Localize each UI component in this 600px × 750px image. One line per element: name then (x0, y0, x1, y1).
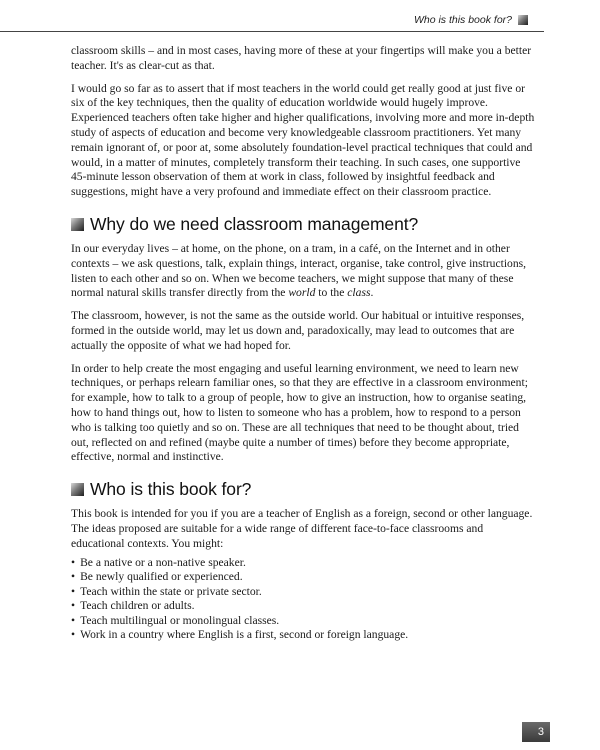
square-bullet-icon (71, 218, 84, 231)
square-bullet-icon (71, 483, 84, 496)
running-title: Who is this book for? (413, 14, 512, 26)
running-head (414, 14, 528, 26)
list-item: • Teach within the state or private sector. (71, 585, 535, 600)
text-run: to the (315, 286, 348, 300)
section1-paragraph-2: The classroom, however, is not the same as the outside world. Our habitual or intuitive responses, formed in the outside world, may let us down and, paradoxically, may lead to outcomes that are actually the opposite of what we had hoped for. (71, 309, 525, 352)
section-heading-classroom-management (71, 214, 535, 235)
square-bullet-icon (518, 15, 528, 25)
audience-list (71, 556, 535, 644)
header-rule (0, 31, 544, 32)
page-number: 3 (522, 722, 550, 742)
intro-paragraph-1: classroom skills – and in most cases, having more of these at your fingertips will make you a better teacher. It's as clear-cut as that. (71, 44, 532, 72)
emphasis-class: class (347, 286, 371, 300)
page-content (71, 44, 535, 643)
section-heading-who-is-this-book-for (71, 479, 535, 500)
text-run: . (370, 286, 374, 300)
section2-paragraph-1: This book is intended for you if you are a teacher of English as a foreign, second or other language. The ideas proposed are suitable for a wide range of different face-to-face classrooms and educational contexts. You might: (71, 507, 533, 550)
section1-paragraph-3: In order to help create the most engaging and useful learning environment, we need to learn new techniques, or perhaps relearn familiar ones, so that they are effective in a classroom environment; for example, how to talk to a group of people, how to give an instruction, how to organise seating, how to hand things out, how to listen to someone who has a problem, how to respond to a person who is talking too quietly and so on. These are all techniques that need to be thought about, tried out, reflected on and refined (maybe quite a number of times) before they become appropriate, effective, normal and instinctive. (71, 361, 528, 464)
list-item: • Be newly qualified or experienced. (71, 570, 535, 585)
section-heading-text: Who is this book for? (90, 479, 252, 500)
list-item: • Teach multilingual or monolingual classes. (71, 614, 535, 629)
text-run: In our everyday lives – at home, on the phone, on a tram, in a café, on the Internet and in other contexts – we ask questions, talk, explain things, interact, organise, take control, give instructions, listen to each other and so on. When we become teachers, we might suppose that many of these normal natural skills transfer directly from the (71, 241, 527, 300)
list-item: • Teach children or adults. (71, 599, 535, 614)
emphasis-world: world (288, 286, 316, 300)
section-heading-text: Why do we need classroom management? (90, 213, 419, 234)
list-item: • Be a native or a non-native speaker. (71, 556, 535, 571)
list-item: • Work in a country where English is a first, second or foreign language. (71, 628, 535, 643)
section1-paragraph-1 (71, 242, 535, 301)
intro-paragraph-2: I would go so far as to assert that if most teachers in the world could get really good at just five or six of the key techniques, then the quality of education worldwide would hugely improve. Experienced teachers often take higher and higher qualifications, involving more and more in-depth study of aspects of education and become very knowledgeable classroom practitioners. Yet many remain ignorant of, or poor at, some absolutely foundation-level practical techniques that could and would, in a matter of minutes, completely transform their teaching. In such cases, one supportive 45-minute lesson observation of them at work in class, followed by insightful feedback and suggestions, might have a very profound and immediate effect on their classroom practice. (71, 81, 535, 199)
